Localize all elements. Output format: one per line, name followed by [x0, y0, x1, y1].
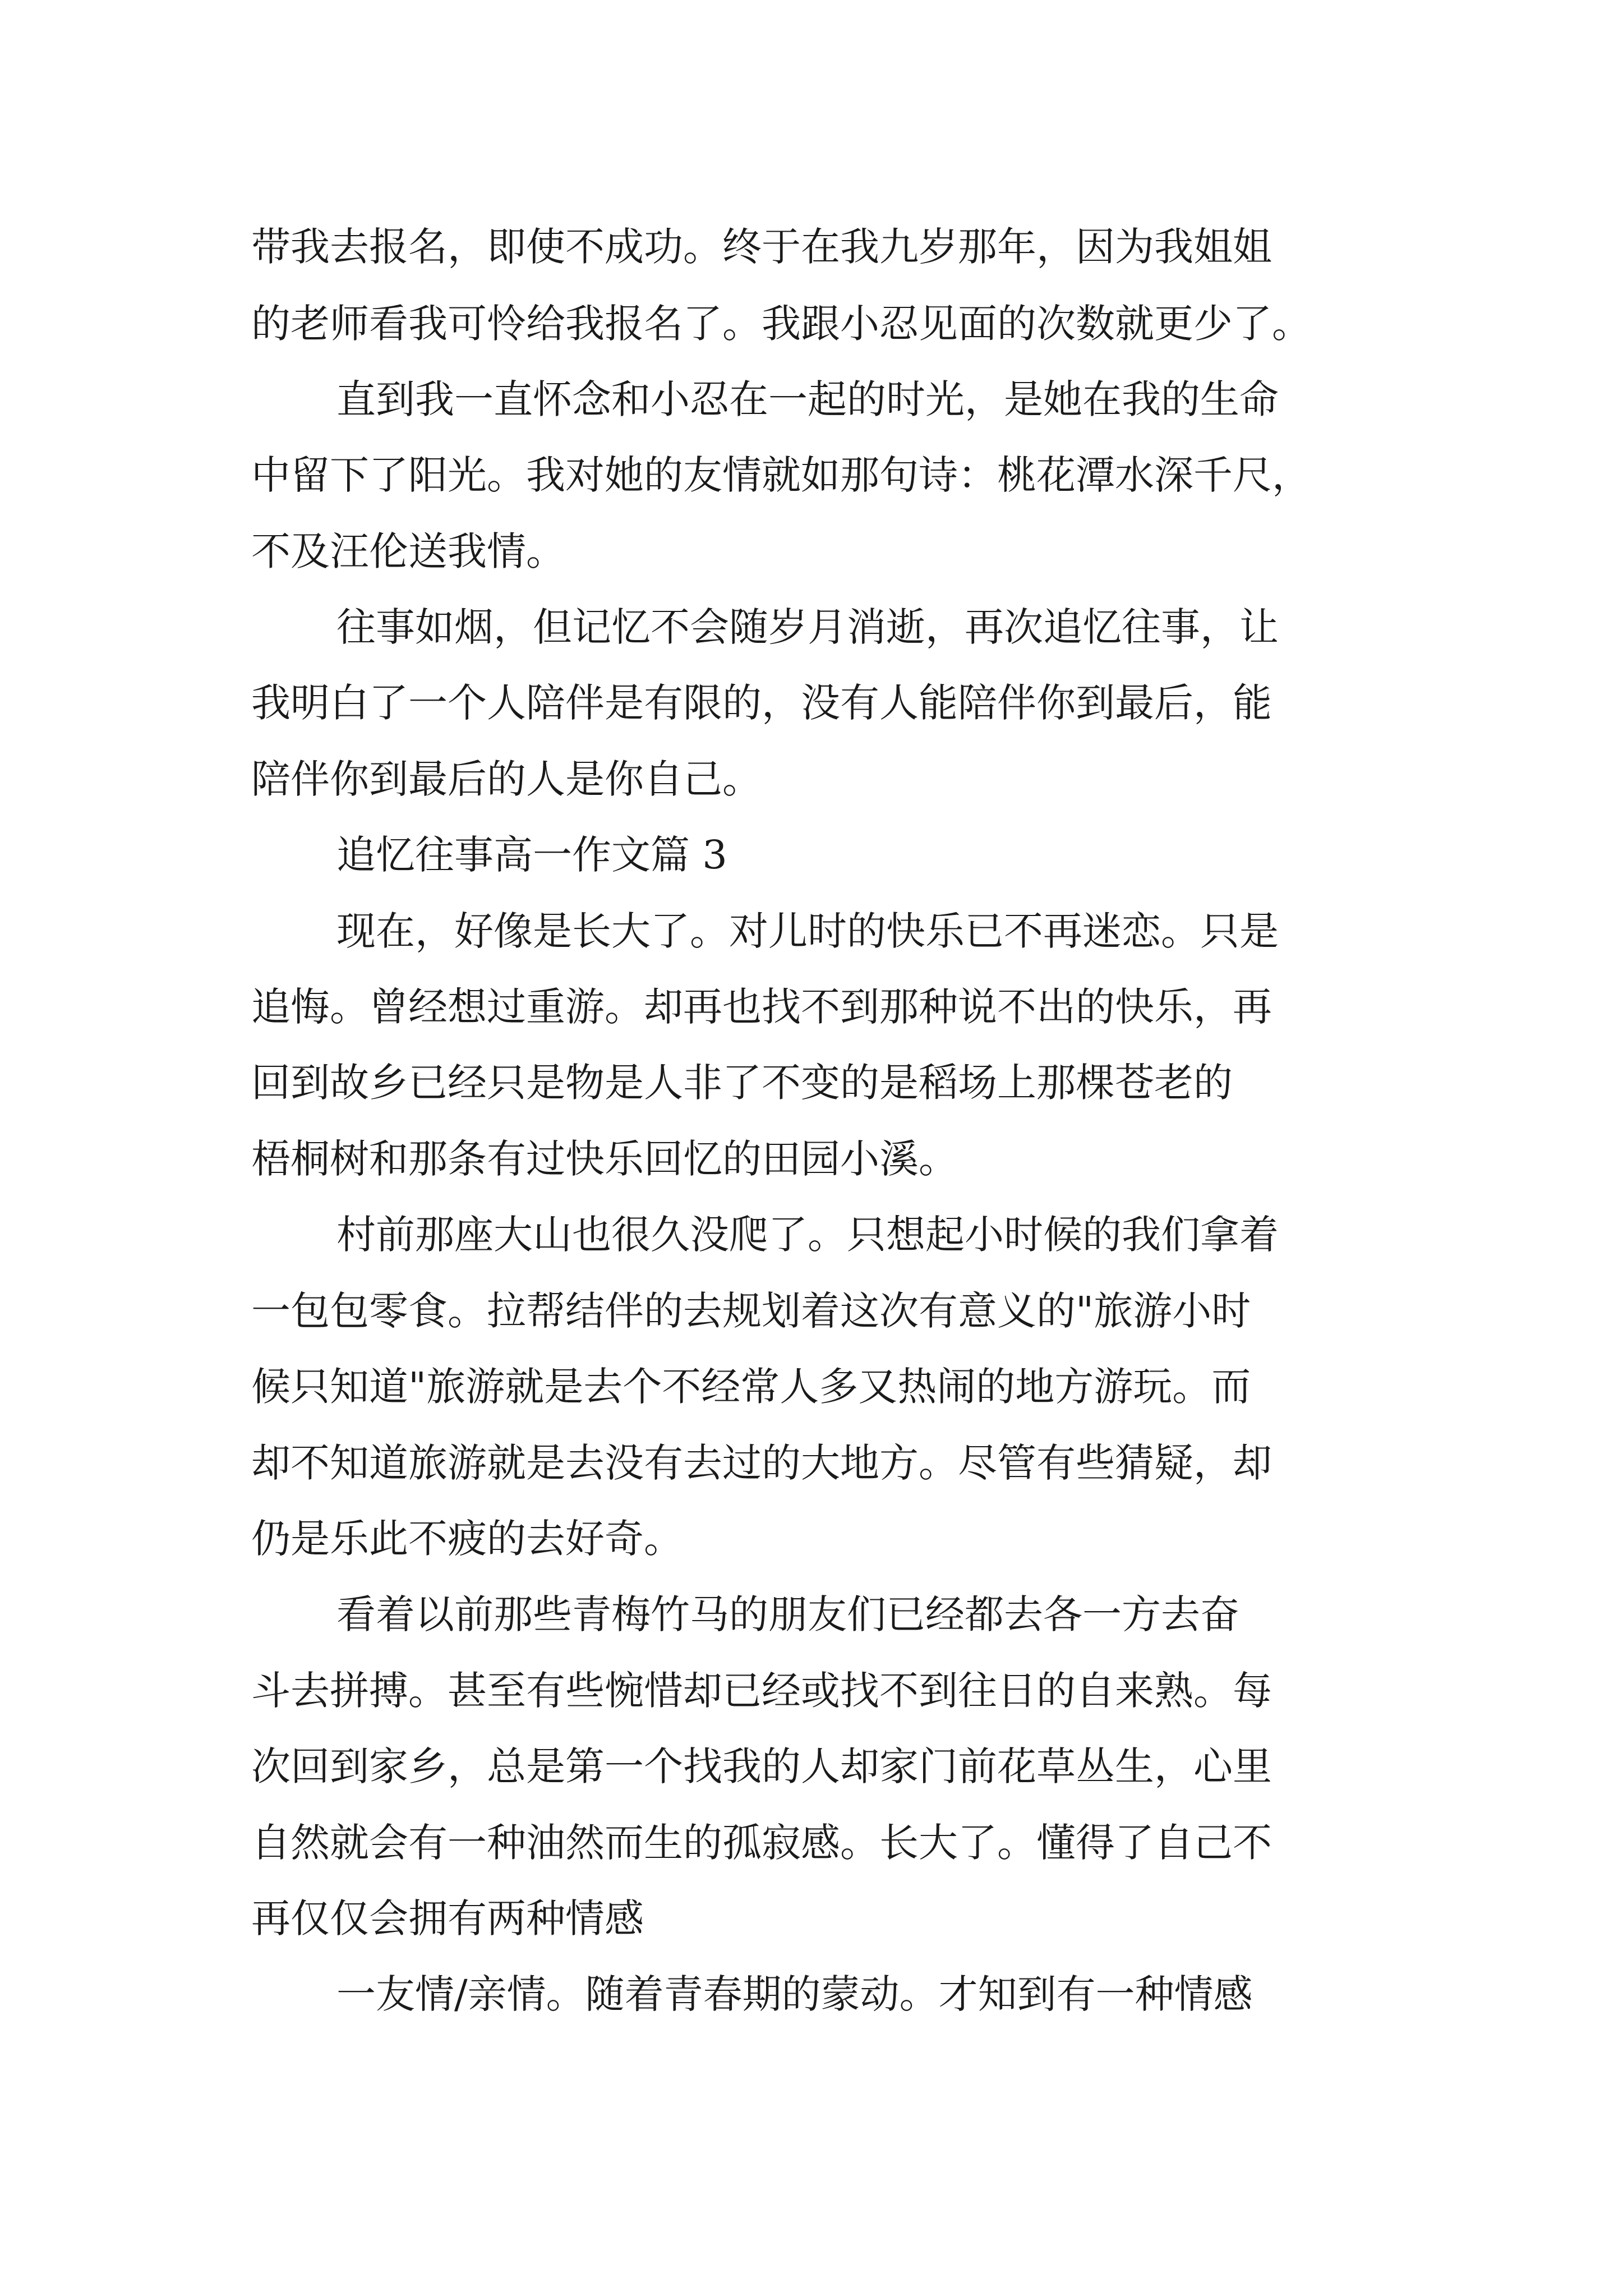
- text-line: 直到我一直怀念和小忍在一起的时光，是她在我的生命: [336, 376, 1279, 422]
- text-line: 再仅仅会拥有两种情感: [251, 1895, 644, 1941]
- text-line: 不及汪伦送我情。: [251, 528, 565, 574]
- text-line: 我明白了一个人陪伴是有限的，没有人能陪伴你到最后，能: [251, 680, 1272, 726]
- text-line: 追悔。曾经想过重游。却再也找不到那种说不出的快乐，再: [251, 984, 1272, 1030]
- text-line: 看着以前那些青梅竹马的朋友们已经都去各一方去奋: [336, 1591, 1239, 1637]
- text-line: 中留下了阳光。我对她的友情就如那句诗：桃花潭水深千尺，: [251, 452, 1311, 498]
- text-line: 候只知道"旅游就是去个不经常人多又热闹的地方游玩。而: [251, 1364, 1251, 1410]
- text-line: 却不知道旅游就是去没有去过的大地方。尽管有些猜疑，却: [251, 1440, 1272, 1486]
- text-line: 的老师看我可怜给我报名了。我跟小忍见面的次数就更少了。: [251, 301, 1311, 347]
- text-line: 一友情/亲情。随着青春期的蒙动。才知到有一种情感: [336, 1971, 1253, 2017]
- text-line: 自然就会有一种油然而生的孤寂感。长大了。懂得了自己不: [251, 1820, 1272, 1866]
- text-line: 斗去拼搏。甚至有些惋惜却已经或找不到往日的自来熟。每: [251, 1668, 1272, 1714]
- text-line: 带我去报名，即使不成功。终于在我九岁那年，因为我姐姐: [251, 224, 1272, 270]
- text-line: 仍是乐此不疲的去好奇。: [251, 1516, 683, 1562]
- section-heading: 追忆往事高一作文篇 3: [336, 832, 727, 878]
- text-line: 次回到家乡，总是第一个找我的人却家门前花草丛生，心里: [251, 1743, 1272, 1789]
- text-line: 一包包零食。拉帮结伴的去规划着这次有意义的"旅游小时: [251, 1288, 1251, 1334]
- text-line: 陪伴你到最后的人是你自己。: [251, 756, 762, 802]
- text-line: 回到故乡已经只是物是人非了不变的是稻场上那棵苍老的: [251, 1060, 1233, 1106]
- text-line: 现在，好像是长大了。对儿时的快乐已不再迷恋。只是: [336, 908, 1279, 954]
- text-line: 梧桐树和那条有过快乐回忆的田园小溪。: [251, 1136, 958, 1182]
- text-line: 村前那座大山也很久没爬了。只想起小时候的我们拿着: [336, 1212, 1279, 1258]
- text-line: 往事如烟，但记忆不会随岁月消逝，再次追忆往事，让: [336, 604, 1279, 650]
